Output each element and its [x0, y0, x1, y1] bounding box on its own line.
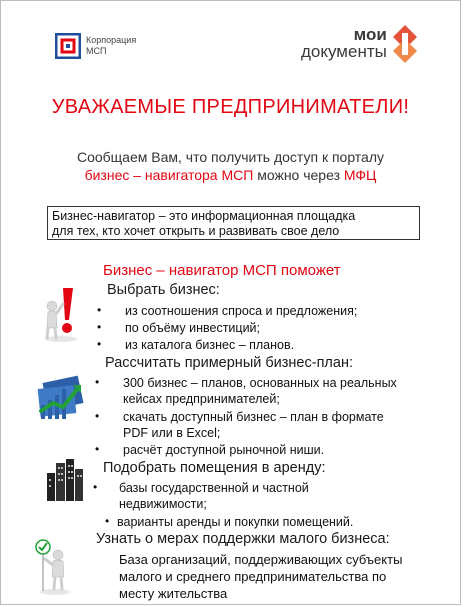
checklist-figure-icon: [33, 537, 73, 595]
support-line: База организаций, поддерживающих субъекты: [119, 552, 403, 567]
bullet-icon: •: [97, 320, 102, 334]
intro-text: [1, 148, 460, 184]
info-box-line2: для тех, кто хочет открыть и развивать свое дело: [52, 224, 340, 238]
business-results-chart-icon: [35, 373, 85, 425]
intro-line1: Сообщаем Вам, что получить доступ к порталу: [76, 149, 385, 165]
bullet-icon: •: [97, 303, 102, 317]
list-item-line: PDF или в Excel;: [123, 426, 221, 440]
buildings-icon: [45, 459, 85, 501]
list-item-line: кейсах предпринимателей;: [123, 392, 280, 406]
moi-dokumenty-logo-icon: [391, 23, 419, 63]
heading-premises: Подобрать помещения в аренду:: [103, 460, 326, 476]
page-title: УВАЖАЕМЫЕ ПРЕДПРИНИМАТЕЛИ!: [51, 96, 410, 118]
bullet-icon: •: [95, 409, 100, 423]
intro-line2: [1, 166, 460, 184]
list-item: варианты аренды и покупки помещений.: [117, 515, 354, 529]
list-item: из соотношения спроса и предложения;: [125, 304, 358, 318]
list-item-line: базы государственной и частной: [119, 481, 309, 495]
list-item: по объёму инвестиций;: [125, 321, 261, 335]
heading-support: Узнать о мерах поддержки малого бизнеса:: [96, 531, 390, 547]
bullet-icon: •: [97, 337, 102, 351]
support-line: месту жительства: [119, 586, 228, 601]
list-item: [123, 375, 397, 407]
intro-connector: можно через: [253, 167, 344, 183]
bullet-icon: •: [95, 375, 100, 389]
info-box-line1: Бизнес-навигатор – это информационная площадка: [52, 209, 356, 223]
support-text: [119, 551, 402, 602]
exclamation-figure-icon: [41, 284, 81, 342]
bullet-icon: •: [95, 442, 100, 456]
list-item: расчёт доступной рыночной ниши.: [123, 443, 325, 457]
logo-md-line2: документы: [301, 42, 387, 61]
bullet-icon: •: [105, 514, 110, 528]
heading-business-plan: Рассчитать примерный бизнес-план:: [105, 355, 353, 371]
list-item: из каталога бизнес – планов.: [125, 338, 295, 352]
heading-choose-business: Выбрать бизнес:: [107, 282, 220, 298]
list-item-line: 300 бизнес – планов, основанных на реальных: [123, 376, 397, 390]
logo-msp-line2: МСП: [86, 46, 107, 56]
logo-msp-line1: Корпорация: [86, 35, 137, 45]
intro-highlight-navigator: бизнес – навигатора МСП: [84, 167, 254, 183]
list-item: [123, 409, 384, 441]
logo-moi-dokumenty: [301, 23, 419, 63]
info-box: [47, 206, 420, 240]
logo-corporation-msp: [55, 33, 136, 59]
section-title: Бизнес – навигатор МСП поможет: [103, 262, 341, 279]
list-item-line: недвижимости;: [119, 497, 207, 511]
bullet-icon: •: [93, 480, 98, 494]
logo-md-line1: мои: [353, 25, 387, 44]
corporation-msp-logo-icon: [55, 33, 81, 59]
intro-highlight-mfc: МФЦ: [343, 167, 377, 183]
list-item-line: скачать доступный бизнес – план в формате: [123, 410, 384, 424]
list-item: [119, 480, 309, 512]
support-line: малого и среднего предпринимательства по: [119, 569, 387, 584]
